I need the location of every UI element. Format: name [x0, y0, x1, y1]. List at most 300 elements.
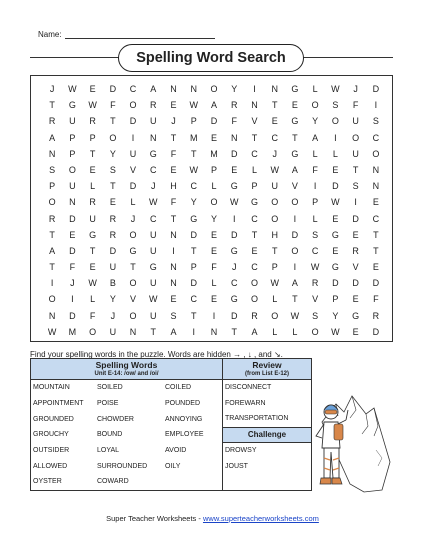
grid-letter[interactable]: C	[190, 294, 197, 305]
mountain-climber-illustration	[304, 392, 392, 497]
grid-letter[interactable]: Y	[332, 310, 339, 321]
grid-letter[interactable]: O	[331, 116, 339, 127]
grid-letter[interactable]: C	[311, 245, 319, 256]
grid-letter[interactable]: W	[331, 326, 340, 337]
grid-letter[interactable]: T	[271, 245, 278, 256]
grid-letter[interactable]: F	[89, 310, 96, 321]
grid-letter[interactable]: V	[130, 294, 137, 305]
grid-letter[interactable]: R	[89, 116, 96, 127]
grid-letter[interactable]: E	[352, 326, 359, 337]
grid-letter[interactable]: W	[270, 278, 279, 289]
grid-letter[interactable]: I	[354, 197, 357, 208]
grid-letter[interactable]: E	[271, 116, 278, 127]
grid-letter[interactable]: G	[230, 245, 238, 256]
grid-letter[interactable]: D	[352, 278, 359, 289]
grid-letter[interactable]: O	[352, 132, 360, 143]
grid-letter[interactable]: D	[372, 326, 380, 337]
grid-letter[interactable]: L	[251, 164, 257, 175]
grid-letter[interactable]: G	[129, 245, 137, 256]
grid-letter[interactable]: C	[251, 148, 258, 159]
grid-letter[interactable]: R	[352, 245, 359, 256]
grid-letter[interactable]: S	[109, 164, 116, 175]
grid-letter[interactable]: J	[151, 181, 156, 192]
grid-letter[interactable]: L	[211, 278, 217, 289]
grid-letter[interactable]: O	[372, 148, 380, 159]
grid-letter[interactable]: E	[210, 245, 217, 256]
grid-letter[interactable]: G	[149, 262, 157, 273]
grid-letter[interactable]: I	[192, 326, 196, 337]
spelling-word: MOUNTAIN	[31, 380, 96, 396]
grid-letter[interactable]: E	[69, 229, 76, 240]
grid-letter[interactable]: W	[229, 197, 239, 208]
grid-letter[interactable]: H	[170, 181, 177, 192]
grid-letter[interactable]: A	[210, 100, 217, 111]
grid-letter[interactable]: D	[210, 116, 218, 127]
grid-letter[interactable]: T	[373, 229, 379, 240]
grid-letter[interactable]: T	[292, 132, 298, 143]
grid-letter[interactable]: T	[89, 148, 96, 159]
grid-letter[interactable]: U	[109, 262, 117, 273]
grid-letter[interactable]: P	[271, 262, 278, 273]
grid-letter[interactable]: G	[230, 294, 238, 305]
word-list-table	[30, 358, 312, 491]
grid-letter[interactable]: O	[68, 164, 76, 175]
grid-letter[interactable]: E	[109, 197, 116, 208]
grid-letter[interactable]: U	[271, 181, 278, 192]
grid-letter[interactable]: T	[251, 229, 258, 240]
spelling-word: OILY	[165, 462, 181, 470]
grid-letter[interactable]: E	[332, 245, 339, 256]
grid-letter[interactable]: I	[131, 132, 135, 143]
grid-letter[interactable]: I	[334, 132, 337, 143]
grid-letter[interactable]: T	[130, 262, 136, 273]
grid-letter[interactable]: I	[253, 84, 256, 94]
grid-letter[interactable]: N	[251, 100, 258, 111]
grid-letter[interactable]: U	[150, 229, 157, 240]
grid-letter[interactable]: P	[69, 148, 76, 159]
review-word: TRANSPORTATION	[223, 411, 312, 427]
grid-letter[interactable]: L	[272, 326, 278, 337]
grid-letter[interactable]: D	[230, 310, 238, 321]
grid-letter[interactable]: S	[332, 100, 339, 111]
grid-letter[interactable]: U	[69, 181, 76, 192]
grid-letter[interactable]: S	[352, 181, 359, 192]
grid-letter[interactable]: M	[68, 326, 77, 337]
grid-letter[interactable]: E	[170, 164, 177, 175]
grid-letter[interactable]: E	[332, 164, 339, 175]
grid-letter[interactable]: R	[311, 278, 319, 289]
grid-letter[interactable]: D	[230, 229, 238, 240]
grid-letter[interactable]: T	[110, 181, 116, 192]
grid-letter[interactable]: A	[251, 326, 258, 337]
grid-letter[interactable]: N	[372, 164, 380, 175]
grid-letter[interactable]: N	[129, 326, 137, 337]
grid-letter[interactable]: C	[190, 181, 197, 192]
grid-letter[interactable]: C	[271, 132, 278, 143]
grid-letter[interactable]: O	[129, 229, 137, 240]
grid-letter[interactable]: A	[291, 278, 298, 289]
grid-letter[interactable]: E	[170, 100, 177, 111]
grid-letter[interactable]: O	[129, 278, 137, 289]
grid-letter[interactable]: O	[250, 294, 258, 305]
grid-letter[interactable]: S	[312, 310, 319, 321]
spelling-word: ALLOWED	[31, 459, 96, 475]
grid-letter[interactable]: J	[110, 310, 116, 321]
grid-letter[interactable]: W	[290, 310, 300, 321]
grid-letter[interactable]: E	[231, 164, 238, 175]
grid-letter[interactable]: W	[68, 84, 77, 94]
grid-letter[interactable]: O	[48, 197, 56, 208]
grid-letter[interactable]: R	[230, 100, 238, 111]
grid-letter[interactable]: N	[230, 132, 238, 143]
grid-letter[interactable]: G	[291, 116, 299, 127]
word-search-box	[30, 75, 393, 342]
grid-letter[interactable]: C	[150, 164, 157, 175]
grid-letter[interactable]: V	[130, 164, 137, 175]
grid-letter[interactable]: Y	[231, 84, 238, 94]
grid-letter[interactable]: T	[49, 100, 55, 111]
grid-letter[interactable]: U	[150, 245, 157, 256]
grid-letter[interactable]: C	[230, 278, 238, 289]
grid-letter[interactable]: F	[170, 148, 177, 159]
grid-letter[interactable]: U	[69, 116, 76, 127]
grid-letter[interactable]: U	[352, 116, 359, 127]
grid-letter[interactable]: T	[251, 132, 258, 143]
grid-letter[interactable]: D	[190, 229, 197, 240]
grid-letter[interactable]: W	[47, 326, 57, 337]
review-subtitle: (from List E-12)	[244, 371, 289, 377]
grid-letter[interactable]: A	[170, 326, 177, 337]
grid-letter[interactable]: L	[312, 213, 318, 224]
grid-letter[interactable]: F	[312, 164, 318, 175]
grid-letter[interactable]: N	[48, 310, 56, 321]
spelling-word: BOUND	[97, 431, 123, 439]
grid-letter[interactable]: T	[191, 148, 197, 159]
spelling-word: COWARD	[95, 474, 163, 490]
grid-letter[interactable]: L	[272, 294, 278, 305]
grid-letter[interactable]: Y	[109, 294, 116, 305]
grid-letter[interactable]: Y	[210, 213, 217, 224]
grid-letter[interactable]: W	[189, 100, 198, 111]
grid-letter[interactable]: I	[293, 213, 297, 224]
grid-letter[interactable]: C	[372, 213, 380, 224]
grid-letter[interactable]: O	[271, 197, 279, 208]
spelling-word: POUNDED	[165, 399, 201, 407]
grid-letter[interactable]: D	[69, 310, 76, 321]
grid-letter[interactable]: D	[230, 148, 238, 159]
grid-letter[interactable]: E	[210, 294, 217, 305]
grid-letter[interactable]: D	[129, 181, 137, 192]
grid-letter[interactable]: A	[312, 132, 319, 143]
grid-letter[interactable]: E	[291, 100, 298, 111]
grid-letter[interactable]: N	[48, 148, 56, 159]
grid-letter[interactable]: L	[332, 148, 338, 159]
grid-letter[interactable]: T	[191, 245, 197, 256]
grid-letter[interactable]: D	[291, 229, 299, 240]
grid-letter[interactable]: P	[190, 262, 197, 273]
grid-letter[interactable]: E	[89, 164, 96, 175]
grid-letter[interactable]: O	[311, 100, 319, 111]
grid-letter[interactable]: N	[271, 84, 278, 94]
grid-letter[interactable]: T	[352, 164, 359, 175]
grid-letter[interactable]: N	[170, 229, 177, 240]
grid-letter[interactable]: D	[129, 116, 137, 127]
grid-letter[interactable]: I	[212, 310, 216, 321]
grid-letter[interactable]: J	[171, 116, 176, 127]
grid-letter[interactable]: O	[89, 326, 97, 337]
grid-letter[interactable]: E	[170, 294, 177, 305]
grid-letter[interactable]: T	[150, 326, 157, 337]
grid-letter[interactable]: U	[150, 278, 157, 289]
grid-letter[interactable]: E	[210, 229, 217, 240]
grid-letter[interactable]: T	[373, 245, 379, 256]
grid-letter[interactable]: V	[251, 116, 258, 127]
grid-letter[interactable]: F	[69, 262, 76, 273]
grid-letter[interactable]: I	[293, 262, 297, 273]
grid-letter[interactable]: I	[71, 294, 74, 305]
grid-letter[interactable]: T	[89, 245, 96, 256]
grid-letter[interactable]: W	[149, 197, 158, 208]
grid-letter[interactable]: D	[190, 278, 197, 289]
spelling-word: LOYAL	[97, 447, 120, 454]
grid-letter[interactable]: G	[331, 229, 339, 240]
grid-letter[interactable]: T	[170, 213, 177, 224]
grid-letter[interactable]: O	[271, 213, 279, 224]
grid-letter[interactable]: O	[109, 132, 117, 143]
spelling-word: SURROUNDED	[97, 462, 148, 470]
spelling-word: AVOID	[165, 447, 187, 454]
challenge-empty-cell	[223, 474, 312, 490]
grid-letter[interactable]: V	[352, 262, 359, 273]
grid-letter[interactable]: T	[271, 100, 278, 111]
grid-letter[interactable]: A	[291, 164, 298, 175]
grid-letter[interactable]: E	[89, 262, 96, 273]
grid-letter[interactable]: C	[372, 132, 380, 143]
spelling-word: CHOWDER	[97, 415, 134, 423]
grid-letter[interactable]: N	[372, 181, 380, 192]
grid-letter[interactable]: E	[372, 262, 379, 273]
name-label: Name:	[38, 30, 62, 39]
grid-letter[interactable]: P	[69, 132, 76, 143]
grid-letter[interactable]: R	[109, 213, 117, 224]
grid-letter[interactable]: P	[251, 181, 258, 192]
grid-letter[interactable]: R	[150, 100, 157, 111]
grid-letter[interactable]: R	[251, 310, 258, 321]
grid-letter[interactable]: N	[170, 278, 177, 289]
grid-letter[interactable]: W	[331, 84, 340, 94]
grid-letter[interactable]: O	[210, 197, 218, 208]
grid-letter[interactable]: V	[291, 181, 298, 192]
grid-letter[interactable]: L	[90, 294, 96, 305]
grid-letter[interactable]: J	[49, 84, 55, 94]
grid-letter[interactable]: T	[49, 229, 55, 240]
grid-letter[interactable]: W	[88, 100, 97, 111]
grid-letter[interactable]: N	[170, 84, 177, 94]
spelling-word: GROUCHY	[31, 427, 96, 443]
grid-letter[interactable]: C	[251, 262, 258, 273]
grid-letter[interactable]: A	[150, 84, 157, 94]
grid-letter[interactable]: E	[352, 294, 359, 305]
grid-letter[interactable]: C	[150, 213, 157, 224]
footer-link[interactable]: www.superteacherworksheets.com	[202, 514, 319, 523]
grid-letter[interactable]: L	[312, 148, 318, 159]
grid-letter[interactable]: G	[190, 213, 198, 224]
grid-letter[interactable]: L	[292, 326, 298, 337]
grid-letter[interactable]: T	[110, 116, 116, 127]
grid-letter[interactable]: I	[232, 213, 236, 224]
grid-letter[interactable]: S	[372, 116, 379, 127]
grid-letter[interactable]: P	[190, 116, 197, 127]
grid-letter[interactable]: W	[189, 164, 198, 175]
grid-letter[interactable]: J	[272, 148, 277, 159]
grid-letter[interactable]: V	[312, 294, 319, 305]
grid-letter[interactable]: U	[352, 148, 359, 159]
spelling-words-title: Spelling Words	[95, 360, 158, 370]
grid-letter[interactable]: T	[191, 310, 197, 321]
grid-letter[interactable]: P	[89, 132, 96, 143]
grid-letter[interactable]: F	[231, 116, 237, 127]
grid-letter[interactable]: L	[130, 197, 136, 208]
grid-letter[interactable]: T	[292, 294, 298, 305]
grid-letter[interactable]: G	[331, 262, 339, 273]
grid-letter[interactable]: J	[130, 213, 136, 224]
grid-letter[interactable]: O	[129, 310, 137, 321]
grid-letter[interactable]: W	[149, 294, 158, 305]
grid-letter[interactable]: O	[129, 100, 137, 111]
grid-letter[interactable]: M	[190, 132, 198, 143]
name-line[interactable]	[65, 29, 215, 39]
grid-letter[interactable]: Y	[312, 116, 319, 127]
grid-letter[interactable]: L	[312, 84, 318, 94]
grid-letter[interactable]: L	[211, 181, 217, 192]
grid-letter[interactable]: E	[332, 213, 339, 224]
grid-letter[interactable]: C	[129, 84, 137, 94]
grid-letter[interactable]: W	[88, 278, 97, 289]
grid-letter[interactable]: T	[49, 262, 55, 273]
grid-letter[interactable]: O	[271, 310, 279, 321]
grid-letter[interactable]: R	[48, 213, 56, 224]
grid-letter[interactable]: R	[89, 197, 96, 208]
grid-letter[interactable]: I	[172, 245, 175, 256]
grid-letter[interactable]: O	[250, 278, 258, 289]
grid-letter[interactable]: P	[312, 197, 319, 208]
grid-letter[interactable]: M	[210, 148, 218, 159]
grid-letter[interactable]: J	[70, 278, 75, 289]
grid-letter[interactable]: N	[150, 132, 157, 143]
grid-letter[interactable]: T	[170, 132, 177, 143]
grid-letter[interactable]: O	[210, 84, 218, 94]
grid-letter[interactable]: O	[311, 326, 319, 337]
grid-letter[interactable]: D	[352, 213, 359, 224]
grid-letter[interactable]: G	[250, 197, 258, 208]
grid-letter[interactable]: N	[69, 197, 76, 208]
grid-letter[interactable]: E	[210, 132, 217, 143]
grid-letter[interactable]: G	[149, 148, 157, 159]
grid-letter[interactable]: W	[270, 164, 279, 175]
grid-letter[interactable]: E	[372, 197, 379, 208]
grid-letter[interactable]: P	[210, 164, 217, 175]
grid-letter[interactable]: G	[89, 229, 97, 240]
grid-letter[interactable]: R	[48, 116, 56, 127]
grid-letter[interactable]: H	[271, 229, 278, 240]
grid-letter[interactable]: T	[231, 326, 237, 337]
grid-letter[interactable]: E	[89, 84, 96, 94]
grid-letter[interactable]: F	[211, 262, 217, 273]
grid-letter[interactable]: Y	[190, 197, 197, 208]
grid-letter[interactable]: F	[373, 294, 379, 305]
grid-letter[interactable]: U	[129, 148, 137, 159]
grid-letter[interactable]: I	[50, 278, 54, 289]
grid-letter[interactable]: G	[68, 100, 76, 111]
grid-letter[interactable]: S	[170, 310, 177, 321]
grid-letter[interactable]: D	[372, 84, 380, 94]
grid-letter[interactable]: D	[332, 278, 339, 289]
grid-letter[interactable]: D	[109, 84, 117, 94]
grid-letter[interactable]: U	[89, 213, 96, 224]
grid-letter[interactable]: D	[332, 181, 339, 192]
instructions: Find your spelling words in the puzzle. Words are hidden → , ↓ , and ↘.	[30, 350, 283, 359]
grid-letter[interactable]: I	[374, 100, 378, 111]
spelling-words-subtitle: Unit E-14: /ow/ and /oi/	[94, 371, 159, 377]
grid-letter[interactable]: G	[291, 148, 299, 159]
grid-letter[interactable]: L	[90, 181, 96, 192]
review-header	[223, 359, 312, 380]
grid-letter[interactable]: U	[150, 310, 157, 321]
grid-letter[interactable]: I	[313, 181, 317, 192]
grid-letter[interactable]: F	[352, 100, 359, 111]
grid-letter[interactable]: S	[49, 164, 56, 175]
grid-letter[interactable]: P	[332, 294, 339, 305]
grid-letter[interactable]: F	[110, 100, 116, 111]
grid-letter[interactable]: E	[352, 229, 359, 240]
grid-letter[interactable]: R	[109, 229, 117, 240]
grid-letter[interactable]: N	[190, 84, 197, 94]
grid-letter[interactable]: D	[109, 245, 117, 256]
grid-letter[interactable]: P	[49, 181, 56, 192]
grid-letter[interactable]: W	[331, 197, 340, 208]
grid-letter[interactable]: A	[49, 245, 56, 256]
grid-letter[interactable]: A	[49, 132, 56, 143]
grid-letter[interactable]: S	[312, 229, 319, 240]
grid-letter[interactable]: R	[372, 310, 380, 321]
review-word: FOREWARN	[223, 396, 312, 412]
grid-letter[interactable]: F	[170, 197, 177, 208]
grid-letter[interactable]: U	[109, 326, 117, 337]
grid-letter[interactable]: O	[291, 245, 299, 256]
grid-letter[interactable]: U	[150, 116, 157, 127]
grid-letter[interactable]: N	[210, 326, 218, 337]
grid-letter[interactable]: W	[310, 262, 320, 273]
spelling-word: OYSTER	[31, 474, 96, 490]
grid-letter[interactable]: D	[372, 278, 380, 289]
grid-letter[interactable]: D	[69, 213, 76, 224]
grid-letter[interactable]: O	[291, 197, 299, 208]
grid-letter[interactable]: J	[353, 84, 358, 94]
spelling-word: EMPLOYEE	[165, 431, 204, 439]
grid-letter[interactable]: O	[48, 294, 56, 305]
grid-letter[interactable]: N	[170, 262, 177, 273]
grid-letter[interactable]: B	[109, 278, 116, 289]
grid-letter[interactable]: C	[251, 213, 258, 224]
grid-letter[interactable]: E	[251, 245, 258, 256]
grid-letter[interactable]: G	[230, 181, 238, 192]
grid-letter[interactable]: G	[291, 84, 299, 94]
grid-letter[interactable]: Y	[109, 148, 116, 159]
grid-letter[interactable]: D	[69, 245, 76, 256]
grid-letter[interactable]: J	[231, 262, 237, 273]
grid-letter[interactable]: G	[352, 310, 360, 321]
spelling-word: ANNOYING	[165, 415, 203, 423]
